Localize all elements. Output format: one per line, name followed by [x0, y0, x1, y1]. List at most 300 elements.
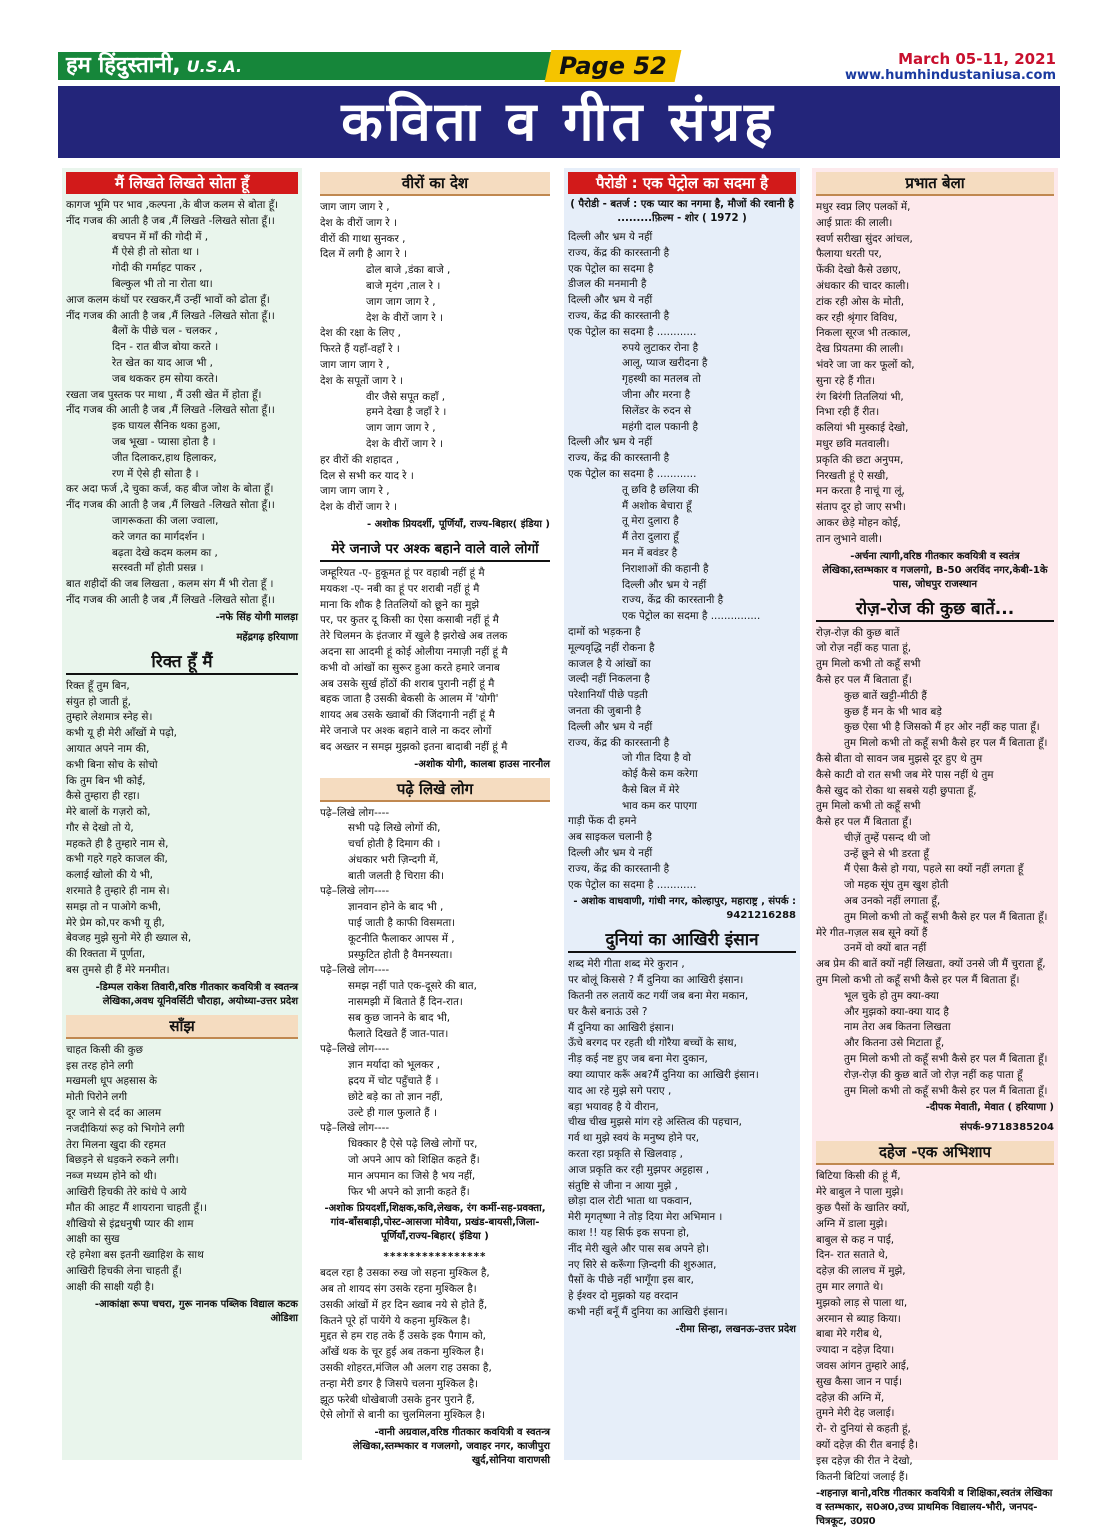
poem-line: आई प्रातः की लाली। [816, 216, 893, 229]
poem-line: परेशानियाँ पीछे पड़ती [568, 689, 648, 702]
brand-logo [58, 52, 578, 80]
column-1 [62, 168, 302, 1460]
poem-line: अब उसके सुर्ख होंठों की शराब पुरानी नहीं हूं मै [320, 677, 495, 690]
poem-author-place: महेंद्रगढ़ हरियाणा [236, 631, 298, 643]
poem-line: दामों को भड़कना है [568, 625, 641, 638]
poem-line: तुमने मेरी देह जलाई। [816, 1407, 895, 1420]
poem-line: अंधकार की चादर काली। [816, 279, 910, 292]
poem-line: एक पेट्रोल का सदमा है ............ [568, 878, 697, 891]
poem-body [320, 566, 550, 756]
poem-line: भाव कम कर पाएगा [622, 799, 697, 812]
poem-line: आज प्रकृति कर रही मुझपर अट्टहास , [568, 1163, 710, 1176]
poem-line: महंगी दाल पकानी है [622, 420, 698, 433]
poem-line: आखिरी हिचकी तेरे कांधे पे आये [66, 1186, 187, 1199]
poem-line: कलियां भी मुस्काई देखो, [816, 422, 909, 435]
poem-line: बद अख्तर न समझ मुझको इतना बादाबी नहीं हूं मै [320, 740, 508, 753]
poem-line: इस दहेज़ की रीत ने देखो, [816, 1454, 913, 1467]
poem-line: चीज़ें तुम्हें पसन्द थी जो [844, 831, 931, 844]
poem-line: सुख कैसा जान न पाई। [816, 1375, 902, 1388]
poem-line: और कितना उसे मिटाता हूँ, [844, 1037, 945, 1050]
poem-line: फैलाया धरती पर, [816, 248, 882, 261]
poem-line: आलू, प्याज खरीदना है [622, 357, 708, 370]
poem-line: ज्ञान मर्यादा को भूलकर , [348, 1059, 441, 1072]
poem-line: अब तो शायद संग उसके रहना मुश्किल है। [320, 1283, 477, 1296]
poem-title: पैरोडी : एक पेट्रोल का सदमा है [568, 172, 796, 194]
poem-line: फिर भी अपने को ज्ञानी कहते हैं। [348, 1185, 470, 1198]
poem-line: सरस्वती माँ होती प्रसन्न । [112, 562, 204, 575]
poem-line: जाग जाग जाग रे , [366, 295, 436, 308]
poem-title: प्रभात बेला [816, 172, 1054, 196]
poem-line: रहे हमेशा बस इतनी ख्वाहिश के साथ [66, 1249, 204, 1262]
poem-subheading: ( पैरोडी - बतर्ज : एक प्यार का नगमा है, मौजों की रवानी है .........फ़िल्म - शोर ( 1972 ) [570, 199, 794, 224]
poem-line: तान लुभाने वाली। [816, 532, 882, 545]
poem-line: पढ़े–लिखे लोग---- [320, 1122, 390, 1135]
poem-line: छोड़ा दाल रोटी भाता था पकवान, [568, 1195, 693, 1208]
poem-line: कलाई खोलो की ये भी, [66, 869, 153, 882]
poem-line: कूटनीति फैलाकर आपस में , [348, 932, 455, 945]
poem-title: दुनियां का आखिरी इंसान [568, 929, 796, 953]
poem-line: पाई जाती है काफी विसमता। [348, 917, 456, 930]
poem-author: -आकांक्षा रूपा चचरा, गुरू नानक पब्लिक विद्याल कटक ओडिशा [94, 1298, 298, 1324]
poem-line: मुद्दत से हम राह तके हैं उसके इक पैगाम को, [320, 1330, 486, 1343]
poem-line: बहक जाता है उसकी बेकसी के आलम में 'योगी' [320, 693, 499, 706]
poem-line: मेरे बालों के गज़रो को, [66, 806, 151, 819]
poem-line: काजल है ये आंखों का [568, 657, 651, 670]
poem-line: नींद मेरी खुले और पास सब अपने हो। [568, 1242, 710, 1255]
poem-line: आँखें थक के चूर हुई अब तकना मुश्किल है। [320, 1346, 484, 1359]
poem-line: राज्य, केंद्र की कारस्तानी है [622, 594, 724, 607]
poem-body [568, 957, 796, 1320]
poem-line: उसकी आंखों में हर दिन ख्वाब नये से होते हैं, [320, 1298, 488, 1311]
poem-line: मयकश -ए- नबी का हूं पर शराबी नहीं हूं मै [320, 582, 480, 595]
poem-line: नासमझी में बिताते हैं दिन-रात। [348, 996, 463, 1009]
poem-line: शायद अब उसके ख्वाबों की जिंदगानी नहीं हूं मै [320, 709, 495, 722]
poem-line: अब साइकल चलानी है [568, 831, 652, 844]
poem-line: नाम तेरा अब कितना लिखता [844, 1021, 951, 1034]
poem-line: मेरे जनाजे पर अश्क बहाने वाले ना कदर लोगों [320, 724, 492, 737]
poem-line: मन में बवंडर है [622, 546, 678, 559]
poem-line: प्रकृति की छटा अनुपम, [816, 453, 904, 466]
poem-line: नब्ज मध्यम होने को थी। [66, 1170, 157, 1183]
poem-line: कुछ ऐसा भी है जिसको मैं हर ओर नहीं कह पाता हूँ। [844, 721, 1040, 734]
poem-line: कैसे बीता वो सावन जब मुझसे दूर हुए थे तुम [816, 752, 983, 765]
poem-line: आखिरी हिचकी लेना चाहती हूँ। [66, 1265, 182, 1278]
poem-line: नए सिरे से करूँगा ज़िन्दगी की शुरुआत, [568, 1258, 717, 1271]
poem-line: क्या व्यापार करूँ अब?मैं दुनिया का आखिरी इंसान। [568, 1069, 759, 1082]
poem-line: डीजल की मनमानी है [568, 278, 647, 291]
poem-line: तुम मिलो कभी तो कहूँ सभी [816, 658, 921, 671]
poem-line: बिछड़ने से धड़कने रुकने लगी। [66, 1154, 179, 1167]
poem-line: बैलों के पीछे चल - चलकर , [112, 325, 218, 338]
poem-line: रो- रो दुनियां से कहती हूं, [816, 1423, 911, 1436]
poem-line: रोज़-रोज़ की कुछ बातें [816, 626, 900, 639]
poem-author: -रीमा सिन्हा, लखनऊ-उत्तर प्रदेश [675, 1323, 796, 1335]
poem-line: सभी पढ़े लिखे लोगों की, [348, 822, 441, 835]
poem-line: एक पेट्रोल का सदमा है ............ [568, 325, 697, 338]
poem-line: रोज़-रोज़ की कुछ बातें जो रोज़ नहीं कह पाता हूँ [844, 1068, 1023, 1081]
poem-line: स्वर्ण सरीखा सुंदर आंचल, [816, 232, 913, 245]
poem-line: आज कलम कंधों पर रखकर,मैं उन्हीं भावों को ढोता हूँ। [66, 293, 270, 306]
page-banner-title: कविता व गीत संग्रह [58, 86, 1060, 158]
poem-line: शब्द मेरी गीता शब्द मेरे कुरान , [568, 958, 685, 971]
poem-line: कभी बिना सोच के सोचो [66, 758, 158, 771]
poem-line: तू मेरा दुलारा है [622, 515, 679, 528]
separator-stars: **************** [383, 1251, 487, 1264]
poem-author: -नफे सिंह योगी मालड़ा [215, 611, 298, 623]
issue-date: March 05-11, 2021 [898, 50, 1056, 68]
poem-line: जनता की जुबानी है [568, 704, 641, 717]
poem-author: -शहनाज़ बानो,वरिष्ठ गीतकार कवयित्री व शिक्षिका,स्वतंत्र लेखिका व स्तम्भकार, स0अ0,उच्च प्राथमिक विद्यालय-भौरी, जनपद-चित्रकूट, उ0प्र0 [816, 1488, 1053, 1528]
poem-line: धिक्कार है ऐसे पढ़े लिखे लोगों पर, [348, 1138, 478, 1151]
poem-line: इस तरह होने लगी [66, 1059, 134, 1072]
poem-line: दिल्ली और भ्रम ये नहीं [622, 578, 707, 591]
poem-line: ऐसे लोगों से बानी का चुलमिलना मुश्किल है। [320, 1409, 485, 1422]
poem-line: तुम मिलो कभी तो कहूँ सभी [816, 800, 921, 813]
page-number: Page 52 [559, 52, 667, 80]
poem-line: छोटे बड़े का तो ज्ञान नहीं, [348, 1090, 443, 1103]
poem-line: तुम्हारे लेशमात्र स्नेह से। [66, 711, 153, 724]
poem-line: देश के वीरों जाग रे । [366, 437, 443, 450]
poem-line: दूर जाने से दर्द का आलम [66, 1107, 162, 1120]
poem-line: मेरे गीत-गज़ल सब सूने क्यों हैं [816, 926, 928, 939]
poem-line: बचपन में माँ की गोदी में , [112, 230, 209, 243]
poem-line: एक पेट्रोल का सदमा है ............ [568, 467, 697, 480]
poem-line: टांक रही ओस के मोती, [816, 295, 905, 308]
poem-line: कभी गहरे गहरे काजल की, [66, 853, 168, 866]
poem-line: मुझको लाड़ से पाला था, [816, 1296, 908, 1309]
poem-line: जम्हूरियत -ए- हुकूमत हूं पर वहाबी नहीं हूं मै [320, 566, 485, 579]
poem-author: -डिम्पल राकेश तिवारी,वरिष्ठ गीतकार कवयित्री व स्वतन्त्र लेखिका,अवध यूनिवर्सिटी चौराहा, अयोध्या-उत्तर प्रदेश [95, 981, 298, 1007]
poem-line: फिरते हैं यहाँ-वहाँ रे । [320, 343, 400, 356]
poem-line: गोदी की गर्माहट पाकर , [112, 262, 203, 275]
poem-line: बाबा मेरे गरीब थे, [816, 1328, 883, 1341]
poem-line: भंवरे जा जा कर फूलों को, [816, 358, 915, 371]
poem-line: अदना सा आदमी हूं कोई ओलीया नमाज़ी नहीं हूं मै [320, 645, 508, 658]
poem-line: कितने पूरे हों पायेंगे ये कहना मुश्किल है। [320, 1314, 471, 1327]
poem-line: नींद गजब की आती है जब ,मैं लिखते -लिखते सोता हूँ।। [66, 499, 275, 512]
poem-line: निराशाओं की कहानी है [622, 562, 709, 575]
poem-line: कर रही श्रृंगार विविध, [816, 311, 898, 324]
poem-body [816, 626, 1054, 1100]
poem-line: माना कि शौक है तितलियों को छूने का मुझे [320, 598, 480, 611]
poem-line: कि तुम बिन भी कोई, [66, 774, 146, 787]
poem-line: जब भूखा - प्यासा होता है । [112, 435, 216, 448]
poem-line: उल्टे ही गाल फुलाते हैं । [348, 1106, 437, 1119]
poem-author: -दीपक मेवाती, मेवात ( हरियाणा ) [925, 1102, 1054, 1114]
poem-line: करे जगत का मार्गदर्शन । [112, 530, 205, 543]
poem-line: बिल्कुल भी तो ना रोता था। [112, 277, 213, 290]
poem-line: जो महक सूंघ तुम खुश होती [844, 879, 949, 892]
poem-line: ढोल बाजे ,डंका बाजे , [366, 264, 451, 277]
poem-line: मैं दुनिया का आखिरी इंसान। [568, 1021, 675, 1034]
poem-line: नीड़ कई नष्ट हुए जब बना मेरा दुकान, [568, 1053, 708, 1066]
poem-line: एक पेट्रोल का सदमा है [568, 262, 654, 275]
poem-line: तेरे चिलमन के इंतजार में खुले है झरोखे अब तलक [320, 630, 508, 643]
poem-line: मेरे प्रेम को,पर कभी यू ही, [66, 916, 165, 929]
poem-line: ज्यादा न दहेज़ दिया। [816, 1344, 895, 1357]
poem-line: समझ तो न पाओगे कभी, [66, 900, 162, 913]
poem-line: बेवजह मुझे सुनो मेरे ही ख्याल से, [66, 932, 192, 945]
poem-line: अंधकार भरी ज़िन्दगी में, [348, 853, 439, 866]
poem-line: रण में ऐसे ही सोता है । [112, 467, 199, 480]
poem-body [320, 200, 550, 516]
poem-line: जीना और मरना है [622, 388, 691, 401]
poem-line: तुम मिलो कभी तो कहूँ सभी कैसे हर पल मैं बिताता हूँ। [844, 910, 1048, 923]
poem-line: देश के वीरों जाग रे । [366, 311, 443, 324]
poem-line: दिल में लगी है आग रे । [320, 248, 408, 261]
poem-body [816, 1169, 1054, 1485]
poem-body [568, 230, 796, 893]
poem-line: दहेज़ की लालच में मुझे, [816, 1265, 906, 1278]
poem-line: मौत की आहट मैं शायराना चाहती हूँ।। [66, 1201, 207, 1214]
poem-line: आयात अपने नाम की, [66, 742, 150, 755]
poem-line: बड़ा भयावह है ये वीरान, [568, 1100, 659, 1113]
poem-line: देश के वीरों जाग रे । [320, 216, 397, 229]
poem-line: पढ़े–लिखे लोग---- [320, 806, 390, 819]
page-number-badge [545, 50, 682, 82]
poem-line: मैं तेरा दुलारा हूँ [622, 531, 679, 544]
poem-line: जो रोज़ नहीं कह पाता हूं, [816, 642, 912, 655]
poem-line: दहेज़ की अग्नि में, [816, 1391, 885, 1404]
poem-line: जाग जाग जाग रे , [366, 422, 436, 435]
poem-line: घर कैसे बनाऊं उसे ? [568, 1005, 648, 1018]
poem-body [320, 1266, 550, 1424]
poem-line: सब कुछ जानने के बाद भी, [348, 1011, 451, 1024]
poem-line: कैसे बिल में मेरे [622, 783, 680, 796]
poem-author: -वानी अग्रवाल,वरिष्ठ गीतकार कवयित्री व स्वतन्त्र लेखिका,स्तम्भकार व गजलगो, जवाहर नगर, काजीपुरा खुर्द,सोनिया वाराणसी [352, 1427, 550, 1467]
poem-line: आकर छेड़े मोहन कोई, [816, 516, 901, 529]
column-4 [812, 168, 1058, 1528]
poem-line: रिक्त हूँ तुम बिन, [66, 679, 130, 692]
poem-line: नींद गजब की आती है जब ,मैं लिखते -लिखते सोता हूँ।। [66, 593, 275, 606]
poem-line: पर बोलूं किससे ? मैं दुनिया का आखिरी इंसान। [568, 974, 744, 987]
poem-line: कर अदा फर्ज ,दे चुका कर्ज, कह बीज जोश के बोता हूँ। [66, 483, 274, 496]
poem-line: उसकी शोहरत,मंजिल औ अलग राह उसका है, [320, 1362, 492, 1374]
poem-line: दिल्ली और भ्रम ये नहीं [568, 231, 653, 243]
poem-line: उनमें वो क्यों बात नहीं [844, 942, 927, 955]
poem-line: ऊँचे बरगद पर रहती थी गोरैया बच्चों के साथ, [568, 1037, 737, 1050]
poem-line: देश के वीरों जाग रे । [320, 501, 397, 514]
poem-line: तुम मार लगाते थे। [816, 1281, 884, 1294]
poem-line: हर वीरों की शहादत , [320, 453, 400, 466]
website-link[interactable]: www.humhindustaniusa.com [844, 68, 1056, 83]
poem-line: उन्हें छूने से भी डरता हूँ [844, 847, 929, 860]
poem-line: जल्दी नहीं निकलना है [568, 673, 650, 686]
poem-line: रखता जब पुस्तक पर माथा , मैं उसी खेत में होता हूँ। [66, 388, 262, 401]
poem-line: बात शहीदों की जब लिखता , कलम संग मैं भी रोता हूँ । [66, 578, 274, 591]
poem-line: दिल्ली और भ्रम ये नहीं [568, 294, 653, 307]
poem-line: निभा रही हैं रीत। [816, 406, 880, 419]
poem-line: चर्चा होती है दिमाग की । [348, 838, 441, 851]
poem-line: एक पेट्रोल का सदमा है ............... [622, 610, 761, 623]
poem-line: कुछ बातें खट्टी-मीठी हैं [844, 689, 927, 702]
poem-line: देश के सपूतों जाग रे । [320, 374, 404, 387]
poem-title: रोज़-रोज की कुछ बातें... [816, 598, 1054, 622]
poem-line: झूठ फरेबी धोखेबाजी उसके हुनर पुराने हैं, [320, 1393, 475, 1406]
poem-line: राज्य, केंद्र की कारस्तानी है [568, 309, 670, 322]
poem-line: तन्हा मेरी डगर है जिसपे चलना मुश्किल है। [320, 1377, 479, 1390]
poem-line: कभी यू ही मेरी आँखों मे पढ़ो, [66, 727, 177, 740]
poem-line: कभी वो आंखों का सुरूर हुआ करते हमारे जनाब [320, 661, 500, 674]
poem-line: पढ़े–लिखे लोग---- [320, 964, 390, 977]
poem-line: कुछ हैं मन के भी भाव बड़े [844, 705, 942, 718]
poem-line: बाती जलती है चिराग़ की। [348, 869, 445, 882]
poem-line: रेत खेत का याद आज भी , [112, 356, 213, 369]
poem-line: दिन- रात सताते थे, [816, 1249, 888, 1262]
poem-line: देश की रक्षा के लिए , [320, 327, 401, 340]
poem-line: जाग जाग जाग रे , [320, 485, 390, 498]
brand-suffix: U.S.A. [186, 57, 243, 76]
poem-line: कितनी तरु लतायें कट गयीं जब बना मेरा मकान, [568, 990, 749, 1003]
poem-line: प्रस्फुटित होती है वैमनस्यता। [348, 948, 453, 961]
poem-line: मेरी मृगतृष्णा ने तोड़ दिया मेरा अभिमान । [568, 1211, 723, 1224]
poem-line: अब उनको नहीं लगाता हूँ, [844, 895, 941, 908]
poem-body [66, 198, 298, 609]
poem-line: कैसे तुम्हारा ही रहा। [66, 790, 140, 803]
poem-line: दिल्ली और भ्रम ये नहीं [568, 847, 653, 860]
poem-body [66, 679, 298, 979]
poem-line: क्यों दहेज़ की रीत बनाई है। [816, 1438, 919, 1451]
poem-line: कैसे खुद को रोका था सबसे यही छुपाता हूँ, [816, 784, 977, 797]
poem-line: फैलाते दिखते हैं जात-पात। [348, 1027, 449, 1040]
poem-line: संयुत हो जाती हूं, [66, 695, 131, 708]
poem-body [816, 200, 1054, 548]
poem-title: दहेज -एक अभिशाप [816, 1141, 1054, 1165]
poem-line: नींद गजब की आती है जब ,मैं लिखते -लिखते सोता हूँ।। [66, 404, 275, 417]
poem-title: रिक्त हूँ मैं [66, 651, 298, 675]
poem-line: राज्य, केंद्र की कारस्तानी है [568, 246, 670, 259]
poem-line: हमने देखा है जहाँ रे । [366, 406, 447, 419]
brand-name: हम हिंदुस्तानी, [66, 53, 181, 78]
poem-body [66, 1043, 298, 1296]
poem-line: महकते ही है तुम्हारे नाम से, [66, 837, 169, 850]
poem-line: काश !! यह सिर्फ इक सपना हो, [568, 1227, 690, 1240]
poem-line: कोई कैसे कम करेगा [622, 768, 698, 781]
poem-line: दिल्ली और भ्रम ये नहीं [568, 436, 653, 449]
poem-line: संतुष्टि से जीना न आया मुझे , [568, 1179, 678, 1192]
poem-line: तू छवि है छलिया की [622, 483, 699, 496]
poem-line: देख प्रियतमा की लाली। [816, 343, 904, 356]
poem-line: संताप दूर हो जाए सभी। [816, 501, 906, 514]
poem-line: वीर जैसे सपूत कहाँ , [366, 390, 446, 403]
poem-line: तेरा मिलना खुदा की रहमत [66, 1138, 166, 1151]
poem-line: मूल्यवृद्धि नहीं रोकना है [568, 641, 655, 654]
poem-title: मैं लिखते लिखते सोता हूँ [66, 172, 298, 194]
poem-line: ह्रदय में चोट पहुँचाते हैं । [348, 1075, 439, 1088]
poem-line: राज्य, केंद्र की कारस्तानी है [568, 862, 670, 875]
poem-line: जवस आंगन तुम्हारे आई, [816, 1360, 910, 1372]
poem-line: पर, पर कुतर दू किसी का ऐसा कसाबी नहीं हूं मै [320, 614, 499, 627]
poem-line: कुछ पैसों के खातिर क्यों, [816, 1202, 910, 1215]
poem-line: कभी नहीं बनूँ मैं दुनिया का आखिरी इंसान। [568, 1306, 728, 1318]
poem-line: रंग बिरंगी तितलियां भी, [816, 390, 904, 403]
poem-line: तुम मिलो कभी तो कहूँ सभी कैसे हर पल मैं बिताता हूँ। [844, 1084, 1048, 1097]
poem-line: मधुर स्वप्न लिए पलकों में, [816, 201, 911, 213]
poem-line: बाबुल से कह न पाई, [816, 1233, 895, 1246]
poem-line: जो गीत दिया है वो [622, 752, 691, 765]
poem-line: जीत दिलाकर,हाथ हिलाकर, [112, 451, 217, 464]
poem-author: - अशोक वाधवाणी, गांधी नगर, कोल्हापुर, महाराष्ट्र , संपर्क : 9421216288 [573, 896, 796, 922]
poem-line: जाग जाग जाग रे , [320, 201, 390, 213]
poem-title: मेरे जनाजे पर अश्क बहाने वाले वाले लोगों [320, 538, 550, 562]
poem-line: ज्ञानवान होने के बाद भी , [348, 901, 444, 914]
poem-title: पढ़े लिखे लोग [320, 778, 550, 802]
poem-line: दिन - रात बीज बोया करते । [112, 341, 219, 354]
masthead [0, 0, 1118, 90]
poem-line: समझ नहीं पाते एक-दूसरे की बात, [348, 980, 477, 993]
poem-line: नजदीकियां रूह को भिगोने लगी [66, 1122, 185, 1135]
poem-line: गौर से देखो तो ये, [66, 821, 134, 834]
poem-line: कैसे हर पल मैं बिताता हूँ। [816, 816, 912, 829]
poem-line: मैं ऐसे ही तो सोता था । [112, 246, 200, 259]
poem-line: राज्य, केंद्र की कारस्तानी है [568, 736, 670, 749]
poem-line: तुम मिलो कभी तो कहूँ सभी कैसे हर पल मैं बिताता हूँ। [816, 974, 1020, 987]
poem-author: - अशोक प्रियदर्शी, पूर्णियाँ, राज्य-बिहार( इंडिया ) [366, 518, 550, 530]
poem-line: हे ईश्वर दो मुझको यह वरदान [568, 1290, 679, 1303]
poem-line: करता रहा प्रकृति से खिलवाड़ , [568, 1148, 683, 1161]
poem-line: सिलेंडर के रुदन से [622, 404, 691, 417]
poem-author: -अशोक योगी, कालबा हाउस नारनौल [414, 758, 550, 770]
poem-line: जागरूकता की जला ज्वाला, [112, 514, 219, 527]
poem-line: नींद गजब की आती है जब ,मैं लिखते -लिखते सोता हूँ।। [66, 309, 275, 322]
poem-line: निरखती हूं ऐ सखी, [816, 469, 889, 482]
poem-line: अरमान से ब्याह किया। [816, 1312, 901, 1325]
poem-line: पढ़े–लिखे लोग---- [320, 1043, 390, 1056]
poem-line: दिल से सभी कर याद रे । [320, 469, 414, 482]
poem-line: बस तुमसे ही हैं मेरे मनमीत। [66, 964, 170, 977]
poem-line: बदल रहा है उसका रुख जो सहना मुश्किल है, [320, 1267, 490, 1280]
poem-line: पैसों के पीछे नहीं भागूँगा इस बार, [568, 1274, 694, 1287]
poem-line: पढ़े–लिखे लोग---- [320, 885, 390, 898]
poem-line: और मुझको क्या-क्या याद है [844, 1005, 949, 1018]
poem-line: आक्षी की साक्षी यही है। [66, 1280, 155, 1293]
poem-line: कितनी बिटियां जलाई हैं। [816, 1470, 909, 1483]
poem-line: फेंकी देखो कैसे उछाए, [816, 264, 902, 277]
poem-line: सुना रहे हैं गीत। [816, 374, 876, 387]
poem-line: अब प्रेम की बातें क्यों नहीं लिखता, क्यों उनसे जी मैं चुराता हूँ, [816, 958, 1046, 971]
poem-line: मान अपमान का जिसे है भय नहीं, [348, 1169, 476, 1182]
poem-line: की रिक्तता में पूर्णता, [66, 948, 146, 961]
poem-line: जो अपने आप को शिक्षित कहते हैं। [348, 1154, 480, 1167]
poem-line: तुम मिलो कभी तो कहूँ सभी कैसे हर पल मैं बिताता हूँ। [844, 737, 1048, 750]
poem-line: कैसे काटी वो रात सभी जब मेरे पास नहीं थे तुम [816, 768, 994, 781]
poem-line: चाहत किसी की कुछ [66, 1043, 143, 1056]
poem-line: बाजे मृदंग ,ताल रे । [366, 279, 441, 292]
poem-line: वीरों की गाथा सुनकर , [320, 232, 406, 245]
poem-author-contact: संपर्क-9718385204 [960, 1122, 1054, 1134]
poem-line: दिल्ली और भ्रम ये नहीं [568, 720, 653, 733]
poem-line: अग्नि में डाला मुझे। [816, 1217, 888, 1230]
poem-line: मैं ऐसा कैसे हो गया, पहले सा क्यों नहीं लगता हूँ [844, 863, 1024, 876]
poem-line: भूल चुके हो तुम क्या-क्या [844, 989, 939, 1002]
poem-line: शौखियो से इंद्रधनुषी प्यार की शाम [66, 1217, 194, 1230]
poem-line: मधुर छवि मतवाली। [816, 437, 890, 450]
poem-line: मैं अशोक बेचारा हूँ [622, 499, 692, 512]
poem-line: चीख चीख मुझसे मांग रहे अस्तित्व की पहचान, [568, 1116, 742, 1129]
poem-line: गृहस्थी का मतलब तो [622, 373, 701, 386]
poem-line: बढ़ता देखे कदम कलम का , [112, 546, 218, 559]
poem-line: कैसे हर पल मैं बिताता हूँ। [816, 673, 912, 686]
poem-line: मोती पिरोने लगी [66, 1091, 128, 1104]
poem-body [320, 806, 550, 1201]
poem-line: याद आ रहे मुझे सगे पराए , [568, 1084, 672, 1097]
poem-line: निकला सूरज भी तत्काल, [816, 327, 911, 340]
poem-line: गर्व था मुझे स्वयं के मनुष्य होने पर, [568, 1132, 700, 1145]
poem-line: रुपये लुटाकर रोना है [622, 341, 699, 354]
poem-author: -अशोक प्रियदर्शी,शिक्षक,कवि,लेखक, रंग कर्मी-सह-प्रवक्ता, गांव-बाँसबाड़ी,पोस्ट-आसजा मोवैया, प्रखंड-बायसी,जिला-पूर्णियाँ,राज्य-बिहार( इंडिया ) [324, 1203, 546, 1243]
column-3 [564, 168, 800, 1460]
poem-line: इक घायल सैनिक थका हुआ, [112, 420, 221, 433]
